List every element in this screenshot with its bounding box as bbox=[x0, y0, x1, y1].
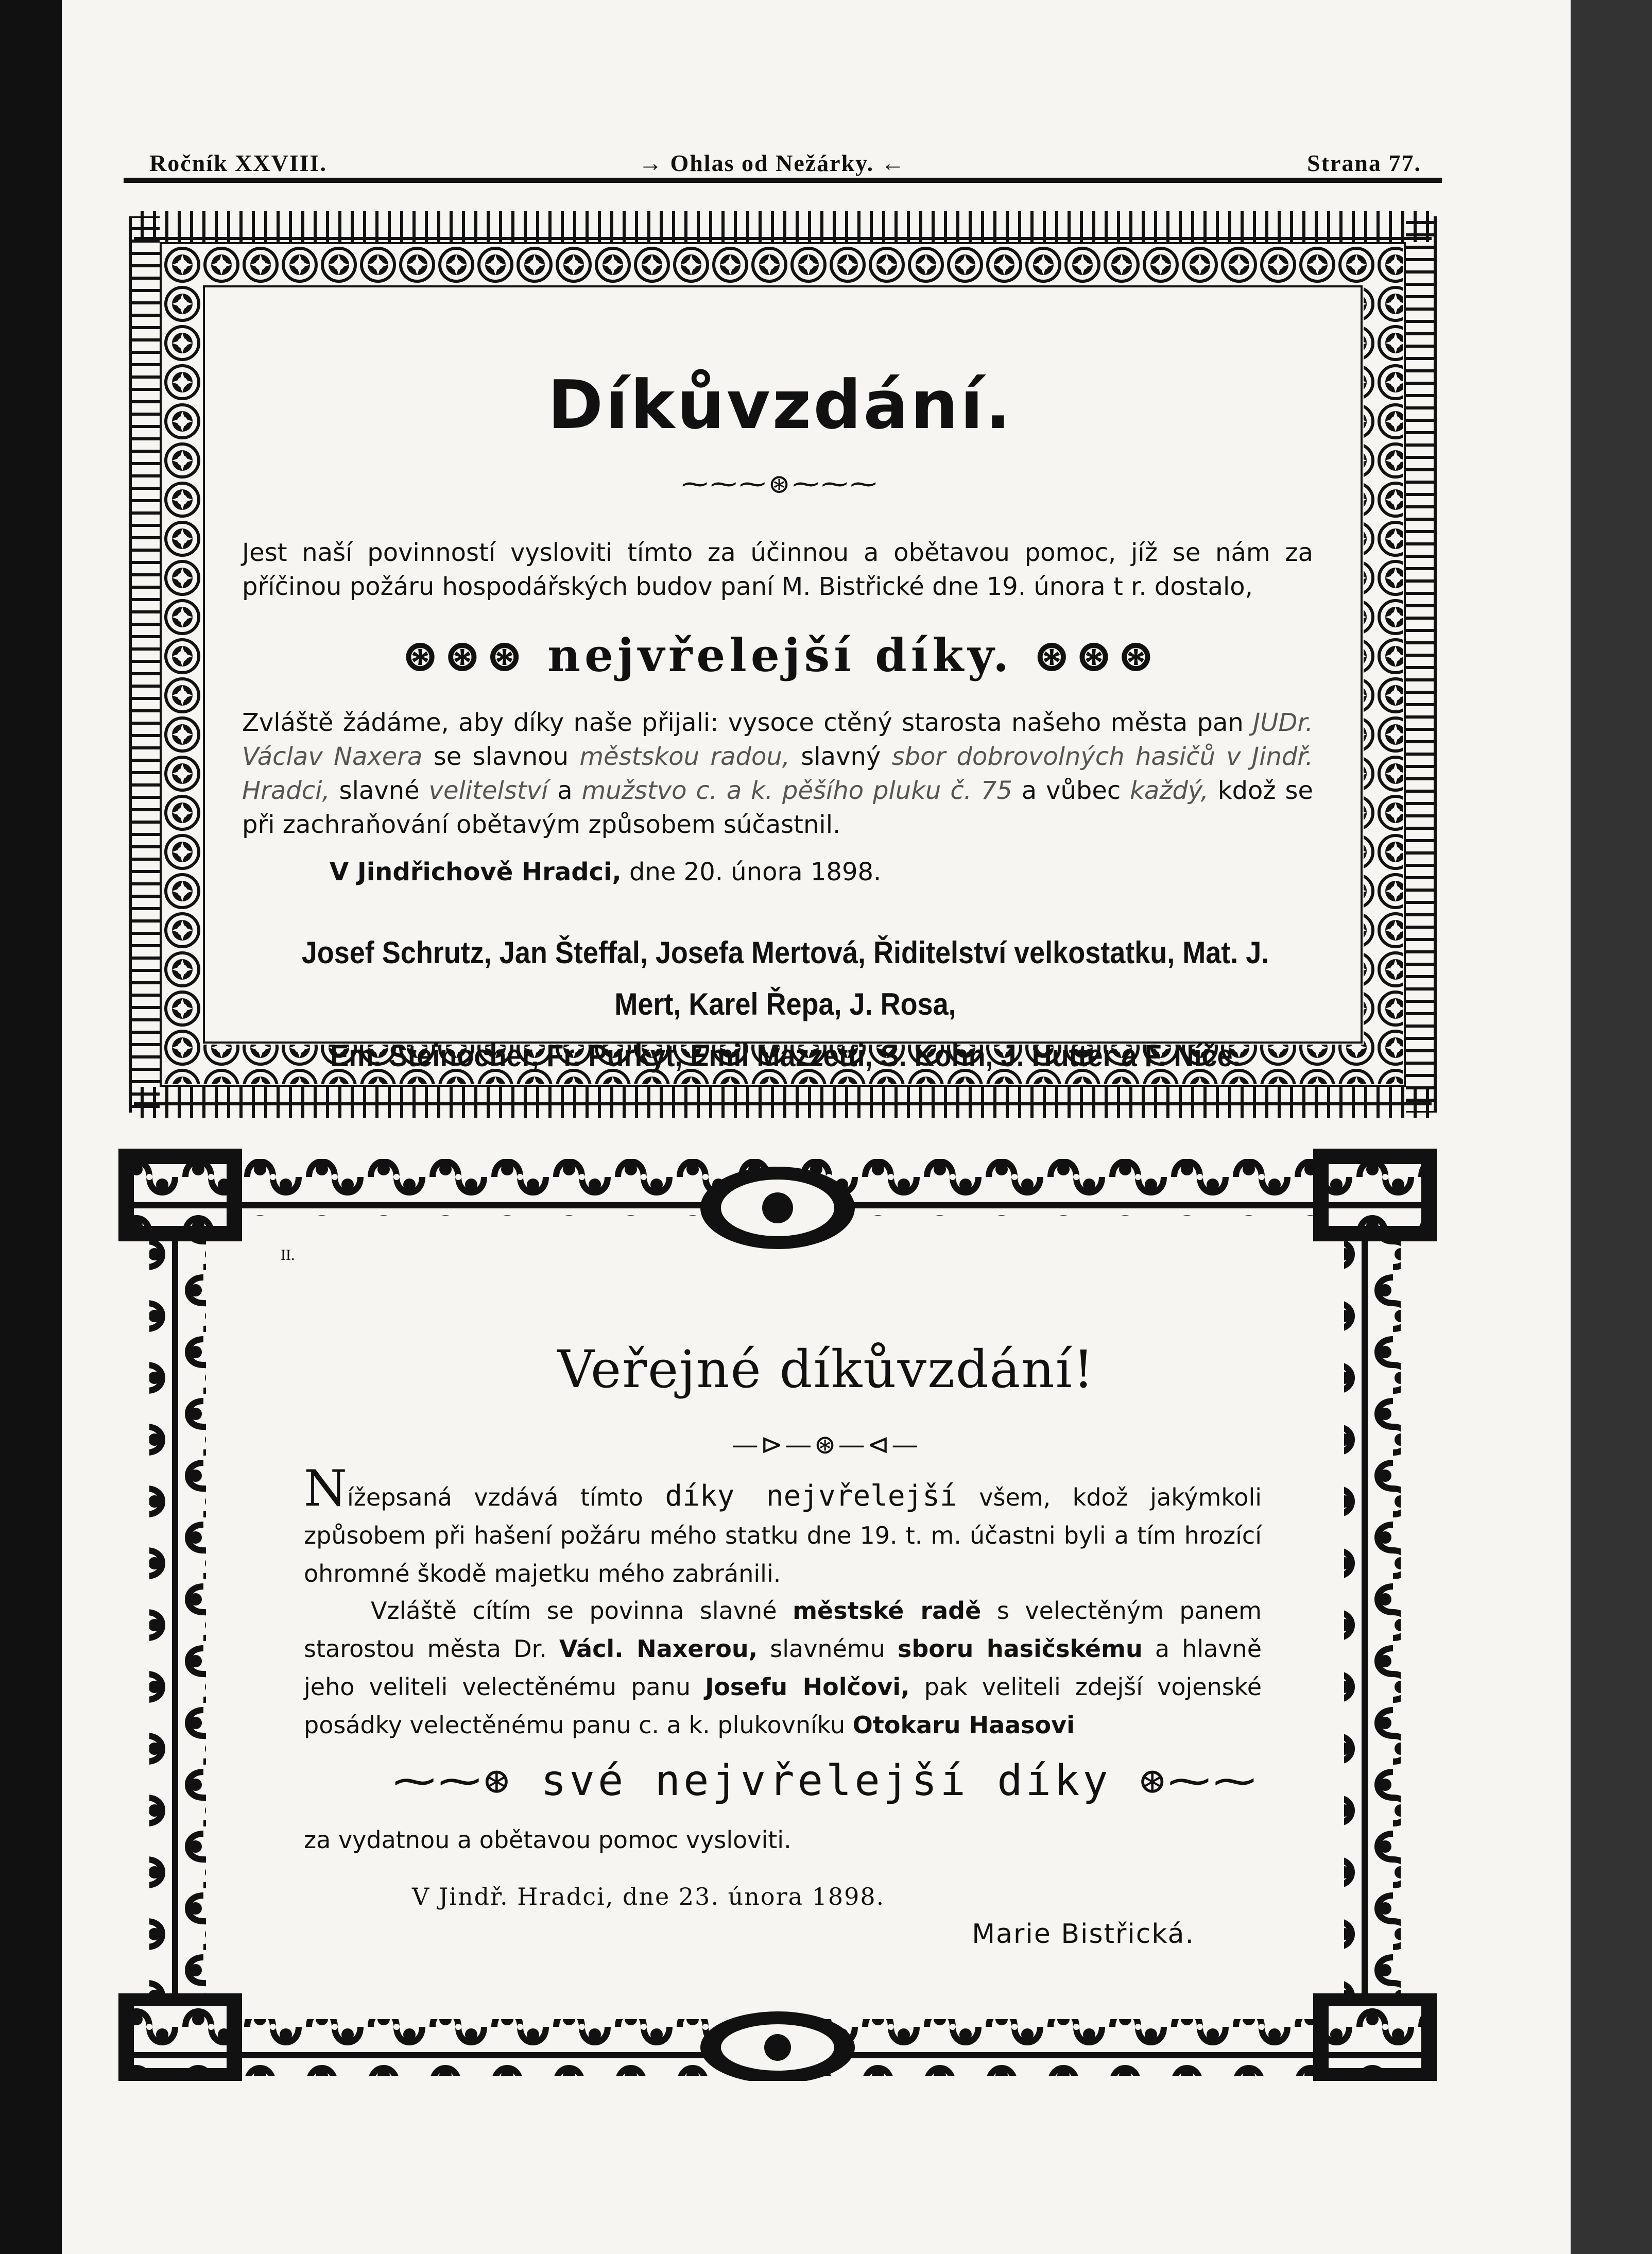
notice1-paragraph2 bbox=[242, 706, 1313, 842]
p2-bold: městské radě bbox=[793, 1597, 982, 1625]
p2-name: JUDr. Václav Naxera bbox=[242, 708, 1313, 771]
p2-text: kdož se při zachraňování obětavým způsobem súčastnil. bbox=[242, 776, 1313, 839]
p2-text: a bbox=[548, 776, 582, 805]
drop-initial: N bbox=[304, 1460, 347, 1517]
notice2-flourish: —⊳—⊛—⊲— bbox=[731, 1429, 921, 1460]
p2-text: pak veliteli zdejší vojenské posádky velectěnému panu c. a k. plukovníku bbox=[304, 1673, 1262, 1739]
notice2-paragraph1 bbox=[304, 1460, 1262, 1593]
scan-right-edge bbox=[1571, 0, 1652, 2254]
p2-bold: Otokaru Haasovi bbox=[852, 1711, 1075, 1739]
signers-line: Em. Steinocher, Fr. Purkyt, Emil Mazzetti, S. Kohn, J. Hutter a F. Níče. bbox=[330, 1038, 1241, 1073]
p2-bold: Václ. Naxerou, bbox=[559, 1635, 758, 1663]
notice2-number: II. bbox=[281, 1246, 295, 1263]
page-number: Strana 77. bbox=[1307, 150, 1421, 176]
notice2-signature: Marie Bistřická. bbox=[972, 1919, 1195, 1950]
volume-label: Ročník XXVIII. bbox=[149, 150, 327, 176]
dateline-date: dne 20. února 1898. bbox=[621, 858, 882, 886]
p2-text: Zvláště žádáme, aby díky naše přijali: vysoce ctěný starosta našeho města pan bbox=[242, 708, 1244, 737]
notice1-flourish: ⁓⁓⁓⊛⁓⁓⁓ bbox=[681, 469, 879, 500]
p2-name: sbor dobrovolných hasičů v Jindř. Hradci, bbox=[242, 742, 1314, 805]
p2-text: a vůbec bbox=[1012, 776, 1130, 805]
p2-text: s velectěným panem starostou města Dr. bbox=[304, 1597, 1262, 1663]
p2-bold: Josefu Holčovi, bbox=[705, 1673, 910, 1701]
p2-name: mužstvo c. a k. pěšího pluku č. 75 bbox=[581, 776, 1012, 805]
p2-text: se slavnou bbox=[422, 742, 580, 771]
p2-text: Vzláště cítím se povinna slavné bbox=[371, 1597, 793, 1625]
notice2-thanks: ⁓⁓⊛ své nejvřelejší díky ⊛⁓⁓ bbox=[393, 1756, 1259, 1805]
p2-name: každý, bbox=[1130, 776, 1209, 805]
notice1-thanks: ⊛⊛⊛ nejvřelejší díky. ⊛⊛⊛ bbox=[401, 628, 1159, 682]
p2-name: velitelství bbox=[428, 776, 548, 805]
dateline-place: V Jindřichově Hradci, bbox=[330, 858, 622, 886]
notice1-paragraph1: Jest naší povinností vysloviti tímto za účinnou a obětavou pomoc, jíž se nám za příčinou požáru hospodářských budov paní M. Bistřické dne 19. února t r. dostalo, bbox=[242, 538, 1313, 601]
p2-text: slavný bbox=[790, 742, 892, 771]
notice1-signers bbox=[292, 927, 1279, 1082]
notice1-title: Díkůvzdání. bbox=[547, 366, 1013, 444]
p1-emph: díky nejvřelejší bbox=[665, 1479, 957, 1513]
scan-left-edge bbox=[0, 0, 62, 2254]
p1-text: ížepsaná vzdává tímto bbox=[347, 1483, 665, 1511]
running-header bbox=[149, 149, 1421, 180]
p2-text: slavnému bbox=[758, 1635, 898, 1663]
notice2-paragraph3: za vydatnou a obětavou pomoc vysloviti. bbox=[304, 1826, 791, 1854]
p2-text: a hlavně jeho veliteli velectěnému panu bbox=[304, 1635, 1262, 1701]
notice1-dateline bbox=[330, 855, 1257, 889]
p2-text: slavné bbox=[330, 776, 429, 805]
publication-title: → Ohlas od Nežárky. ← bbox=[639, 150, 906, 176]
p1-text: všem, kdož jakýmkoli způsobem při hašení požáru mého statku dne 19. t. m. účastni byli a tím hrozící ohromné škodě majetku mého zabránili. bbox=[304, 1483, 1262, 1587]
header-rule bbox=[124, 178, 1442, 183]
signers-line: Josef Schrutz, Jan Šteffal, Josefa Mertová, Řiditelství velkostatku, Mat. J. Mert, Karel Řepa, J. Rosa, bbox=[301, 935, 1269, 1021]
notice2-title: Veřejné díkůvzdání! bbox=[557, 1339, 1095, 1399]
notice1-content bbox=[201, 288, 1360, 1082]
notice2-paragraph2 bbox=[304, 1592, 1262, 1744]
notice2-dateline: V Jindř. Hradci, dne 23. února 1898. bbox=[412, 1883, 885, 1910]
p2-bold: sboru hasičskému bbox=[898, 1635, 1143, 1663]
p2-name: městskou radou, bbox=[579, 742, 790, 771]
